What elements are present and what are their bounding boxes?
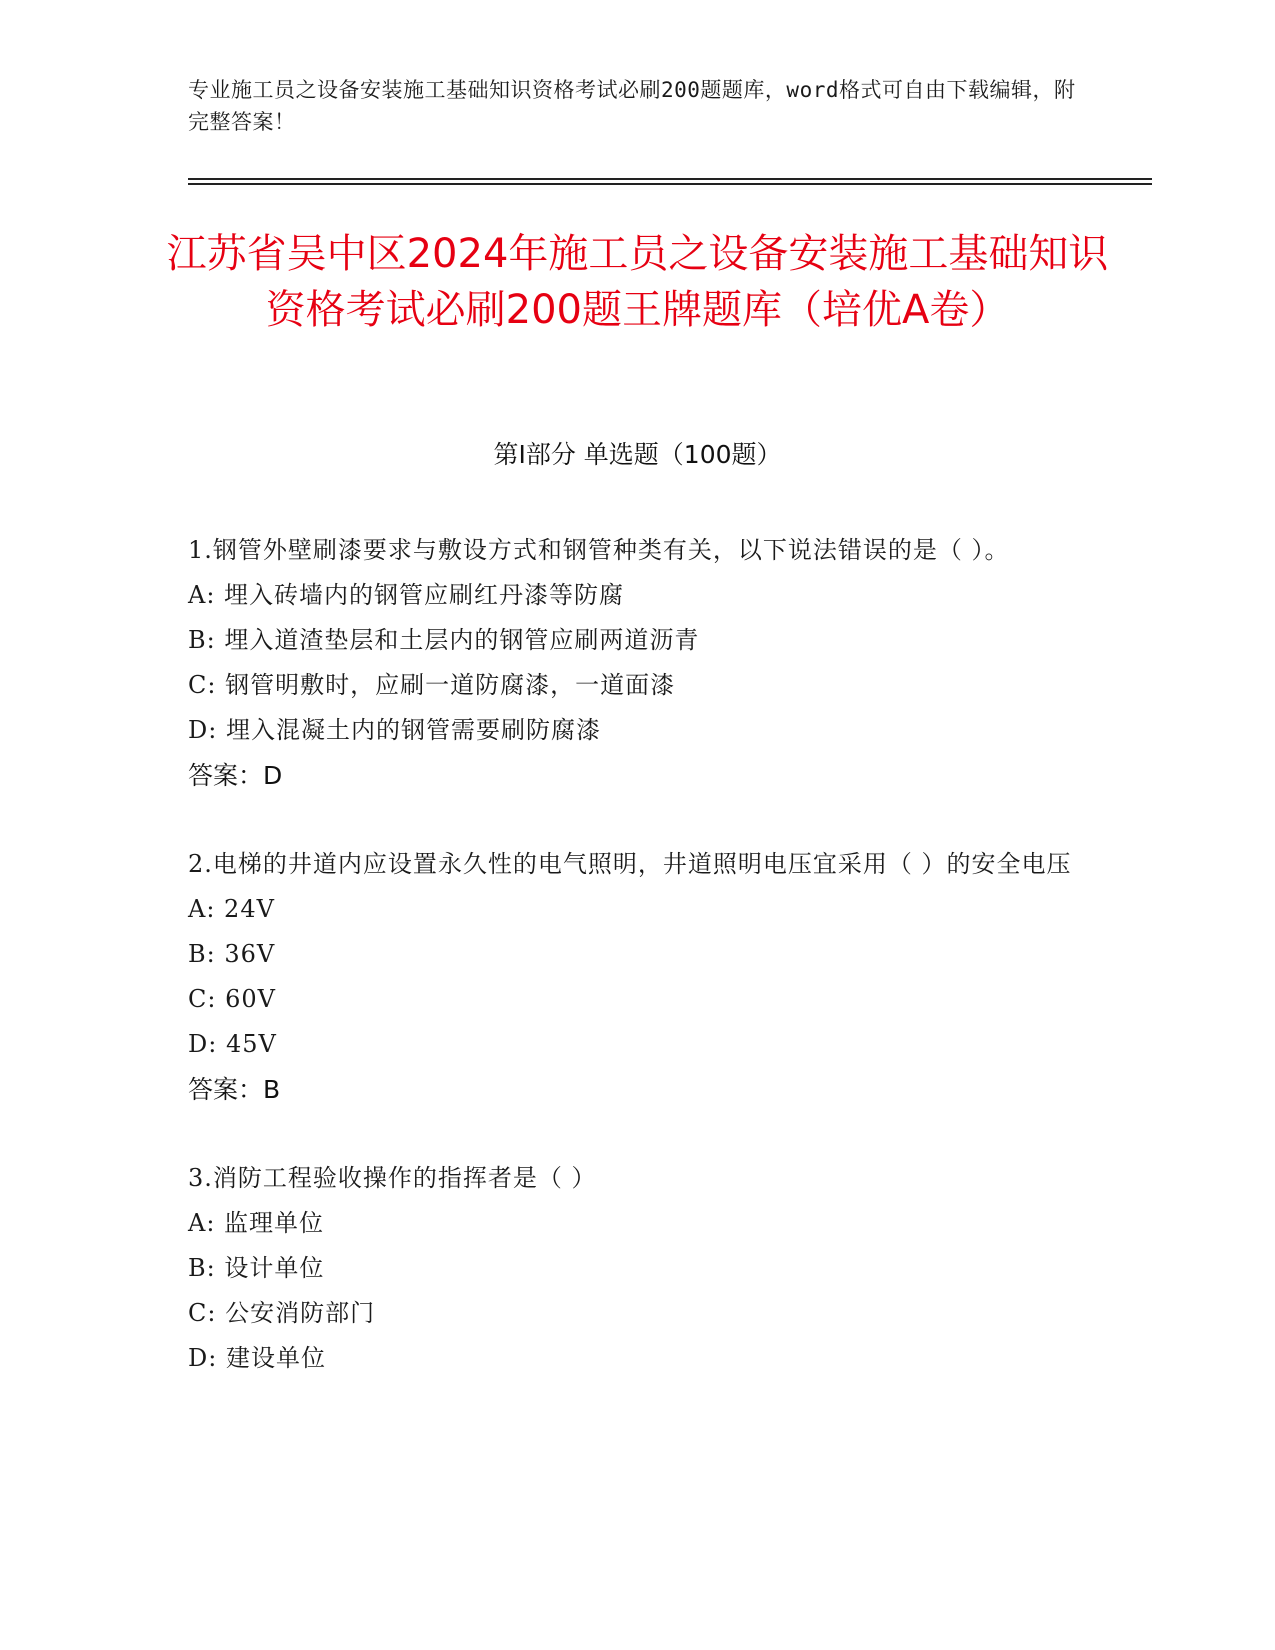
header-note: 专业施工员之设备安装施工基础知识资格考试必刷200题题库，word格式可自由下载编辑，附完整答案！ bbox=[188, 78, 1076, 134]
option-d: D: 埋入混凝土内的钢管需要刷防腐漆 bbox=[188, 716, 601, 744]
option-c: C: 60V bbox=[188, 985, 276, 1013]
option-d: D: 45V bbox=[188, 1030, 277, 1058]
question-2 bbox=[188, 842, 1088, 1112]
header-divider-top bbox=[188, 178, 1152, 180]
option-b: B: 设计单位 bbox=[188, 1254, 325, 1282]
question-list bbox=[188, 528, 1088, 1425]
option-a: A: 24V bbox=[188, 895, 275, 923]
question-stem: 2.电梯的井道内应设置永久性的电气照明，井道照明电压宜采用（ ）的安全电压 bbox=[188, 850, 1072, 878]
option-b: B: 36V bbox=[188, 940, 276, 968]
option-a: A: 埋入砖墙内的钢管应刷红丹漆等防腐 bbox=[188, 581, 625, 609]
answer: 答案：B bbox=[188, 1075, 281, 1104]
question-stem: 1.钢管外壁刷漆要求与敷设方式和钢管种类有关，以下说法错误的是（ ）。 bbox=[188, 536, 1010, 564]
document-title: 江苏省吴中区2024年施工员之设备安装施工基础知识资格考试必刷200题王牌题库（培优A卷） bbox=[166, 231, 1109, 333]
question-stem: 3.消防工程验收操作的指挥者是（ ） bbox=[188, 1164, 597, 1192]
header-divider-bottom bbox=[188, 183, 1152, 185]
section-heading: 第I部分 单选题（100题） bbox=[493, 440, 782, 469]
question-1 bbox=[188, 528, 1088, 798]
option-c: C: 钢管明敷时，应刷一道防腐漆，一道面漆 bbox=[188, 671, 676, 699]
question-3 bbox=[188, 1156, 1088, 1381]
option-d: D: 建设单位 bbox=[188, 1344, 326, 1372]
answer: 答案：D bbox=[188, 761, 283, 790]
option-b: B: 埋入道渣垫层和土层内的钢管应刷两道沥青 bbox=[188, 626, 700, 654]
option-a: A: 监理单位 bbox=[188, 1209, 325, 1237]
option-c: C: 公安消防部门 bbox=[188, 1299, 376, 1327]
